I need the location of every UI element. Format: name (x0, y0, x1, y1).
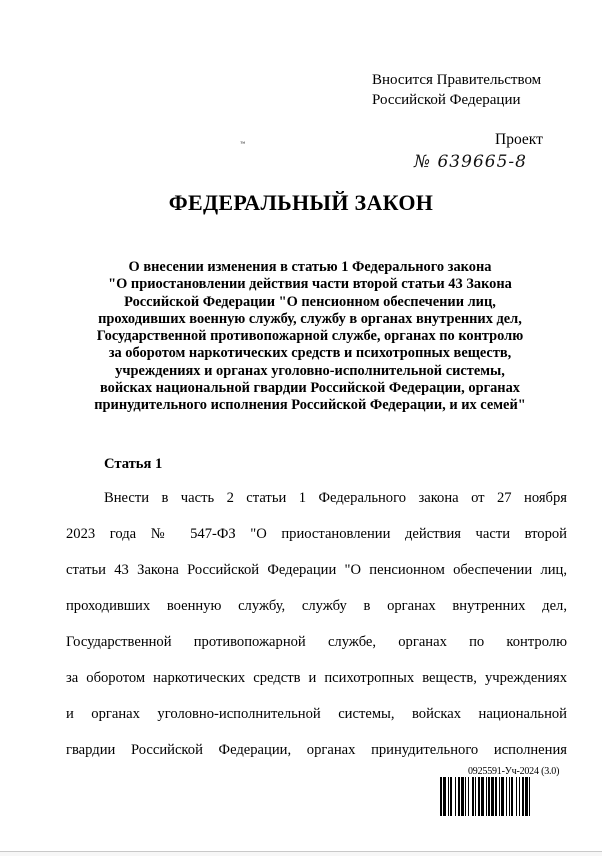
document-title: ФЕДЕРАЛЬНЫЙ ЗАКОН (168, 190, 434, 215)
body-line: за оборотом наркотических средств и психотропных веществ, учреждениях (66, 670, 567, 686)
article-heading: Статья 1 (104, 456, 163, 472)
subject-line: "О приостановлении действия части второй статьи 43 Закона (108, 276, 512, 293)
subject-line: войсках национальной гвардии Российской Федерации, органах (100, 380, 520, 397)
body-line: Внести в часть 2 статьи 1 Федерального закона от 27 ноября (104, 490, 567, 506)
body-line: проходивших военную службу, службу в органах внутренних дел, (66, 598, 567, 614)
subject-line: за оборотом наркотических средств и психотропных веществ, (108, 345, 512, 362)
body-line: гвардии Российской Федерации, органах принудительного исполнения (66, 742, 567, 758)
barcode-bars (440, 777, 568, 816)
barcode-bar (530, 777, 532, 816)
subject-line: Российской Федерации "О пенсионном обеспечении лиц, (124, 293, 496, 310)
law-subject (60, 259, 560, 415)
body-line: 2023 года № 547-ФЗ "О приостановлении действия части второй (66, 526, 567, 542)
draft-status: Проект (495, 131, 543, 148)
handwritten-registration-number: № 639665-8 (414, 152, 527, 172)
body-line: и органах уголовно-исполнительной системы, войсках национальной (66, 706, 567, 722)
article-body (66, 486, 567, 774)
subject-line: учреждениях и органах уголовно-исполнительной системы, (115, 362, 505, 379)
subject-line: проходивших военную службу, службу в органах внутренних дел, (98, 310, 522, 327)
subject-line: Государственной противопожарной службе, органах по контролю (96, 328, 524, 345)
body-line: статьи 43 Закона Российской Федерации "О пенсионном обеспечении лиц, (66, 562, 567, 578)
subject-line: принудительного исполнения Российской Федерации, и их семей" (94, 397, 526, 414)
barcode-label: 0925591-Уч-2024 (3.0) (468, 766, 560, 777)
body-line: Государственной противопожарной службе, органах по контролю (66, 634, 567, 650)
subject-line: О внесении изменения в статью 1 Федерального закона (128, 259, 492, 275)
submitter-note (372, 70, 541, 110)
submitter-line: Вносится Правительством (372, 72, 542, 88)
submitter-line: Российской Федерации (372, 92, 521, 108)
scan-mark: ™ (240, 142, 245, 147)
